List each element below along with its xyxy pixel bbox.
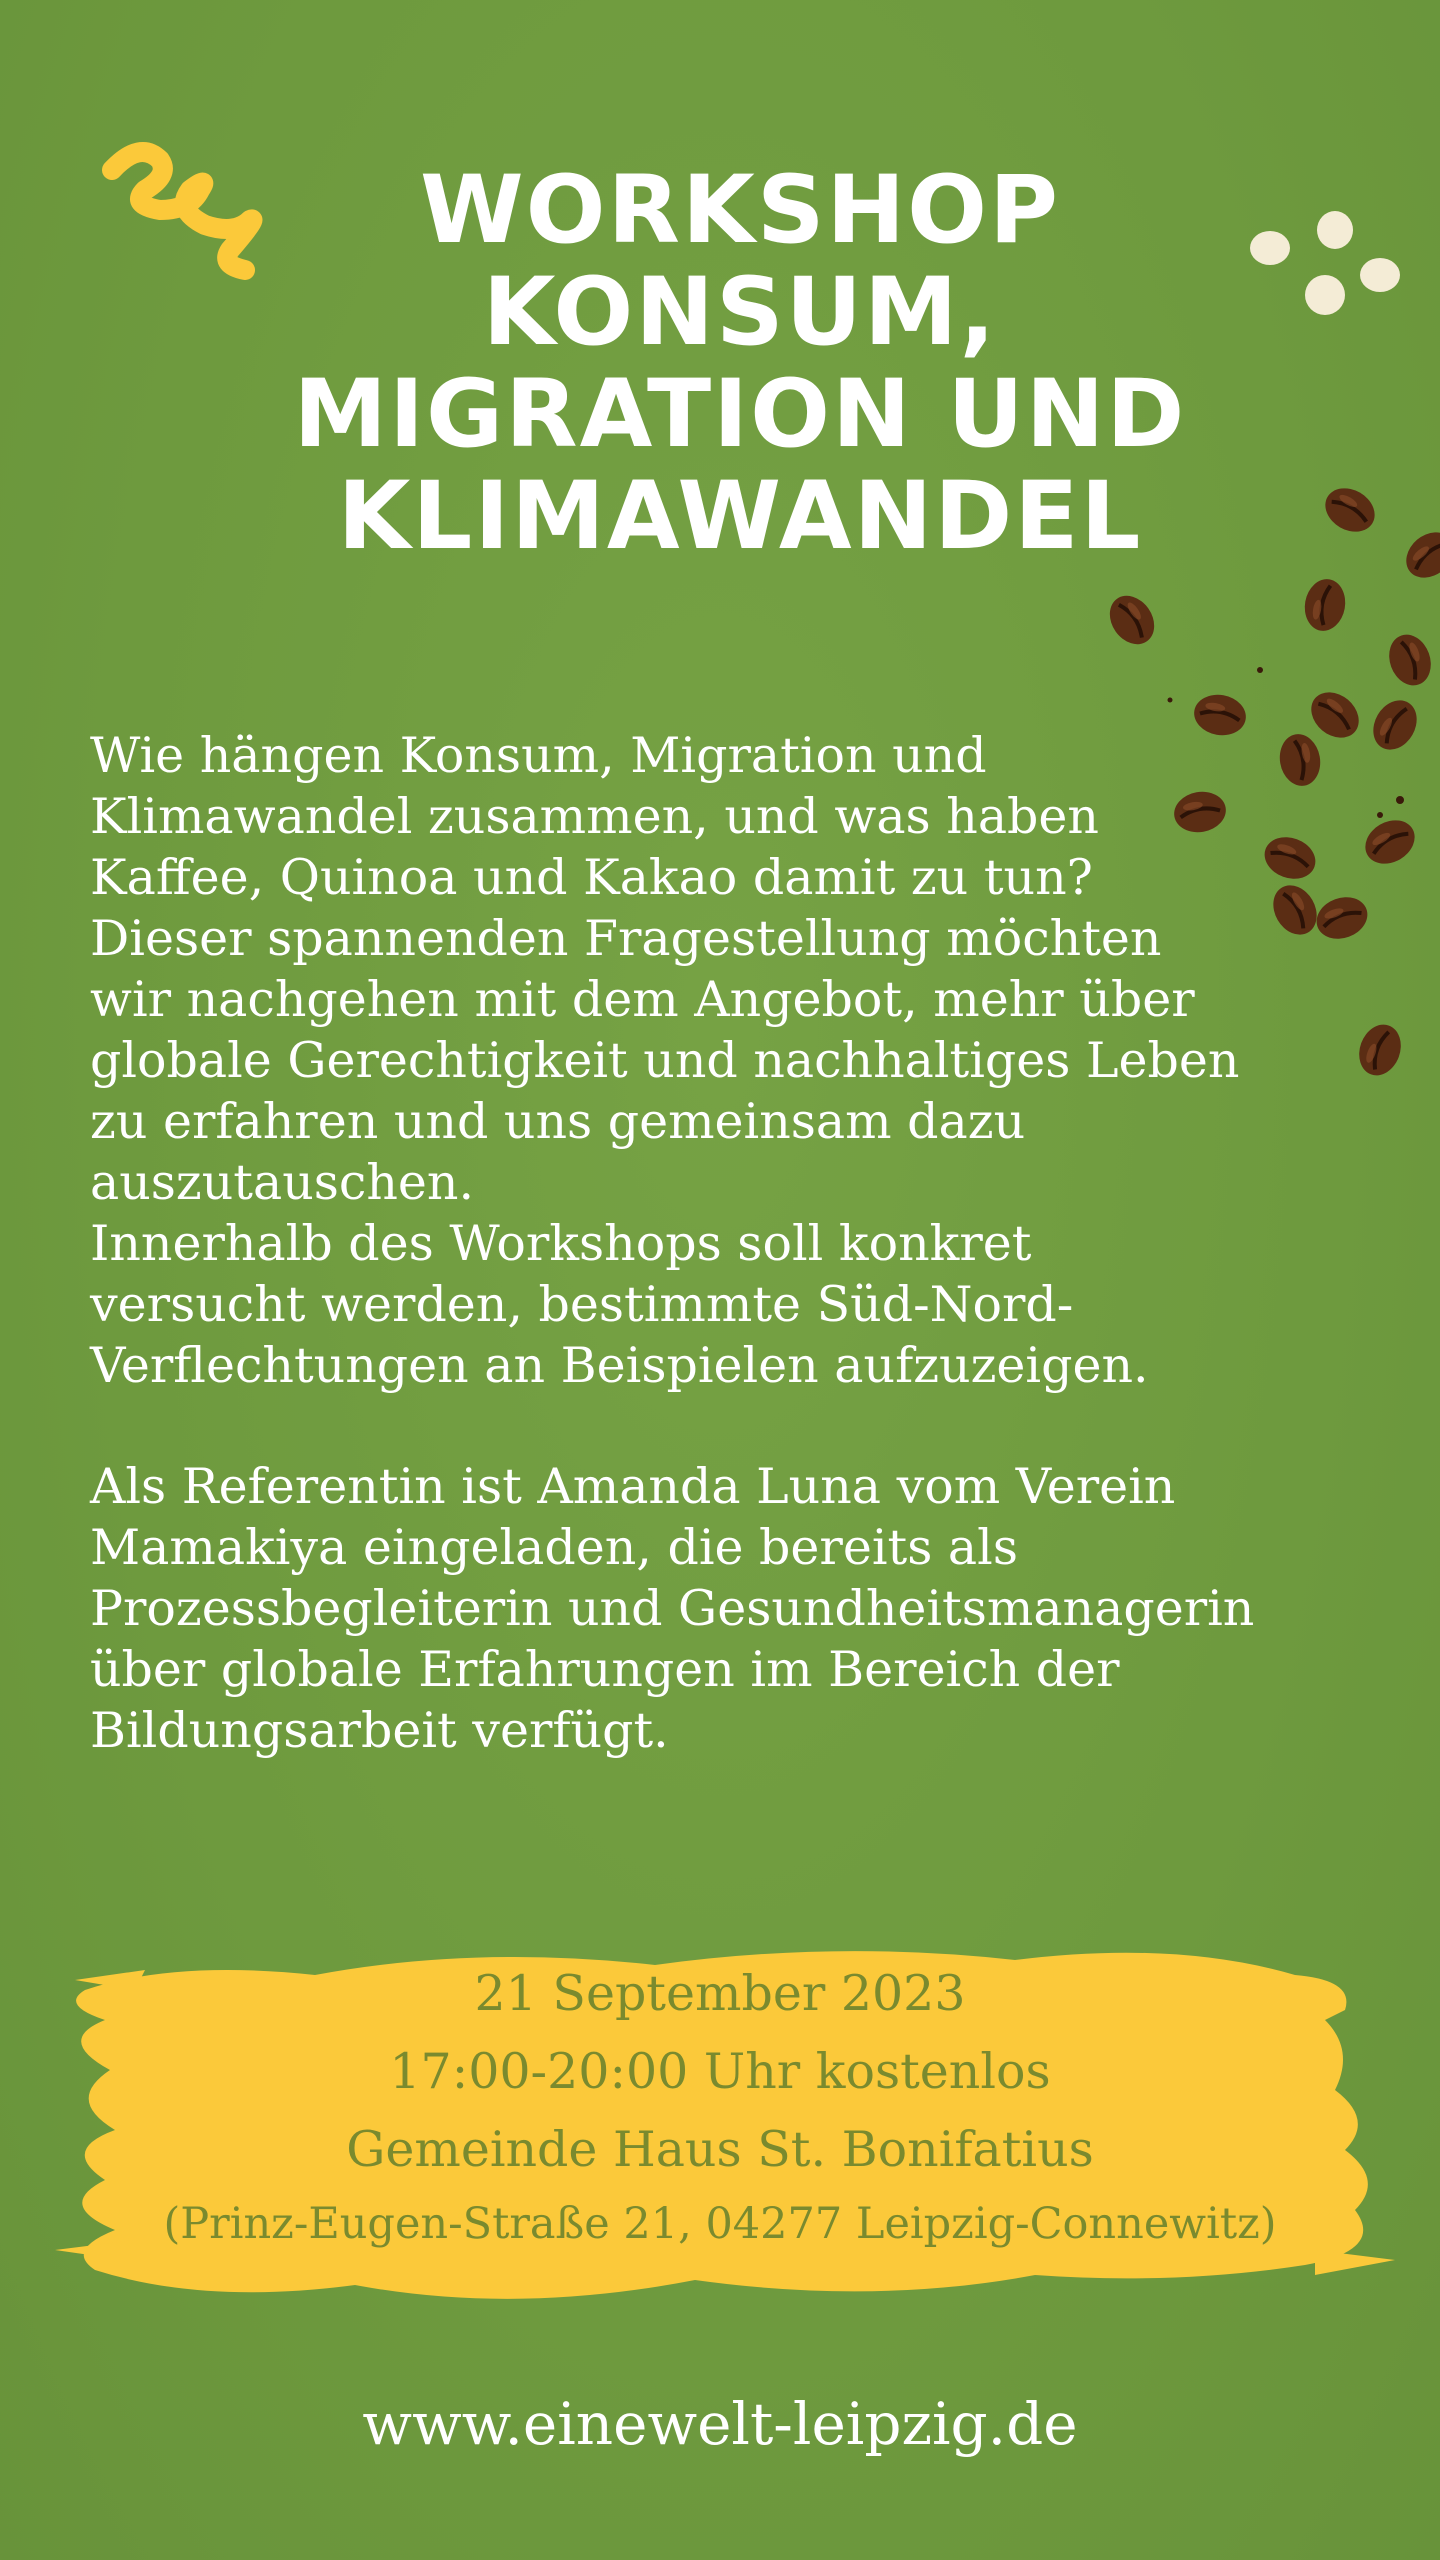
website-link[interactable]: www.einewelt-leipzig.de [362, 2390, 1078, 2458]
title-line: KLIMAWANDEL [337, 462, 1143, 571]
description-paragraph: Wie hängen Konsum, Migration und Klimawandel zusammen, und was haben Kaffee, Quinoa und Kakao damit zu tun? Dieser spannenden Fragestellung möchten wir nachgehen mit dem Angebot, mehr über globale Gerechtigkeit und nachhaltiges Leben zu erfahren und uns gemeinsam dazu auszutauschen. Innerhalb des Workshops soll konkret versucht werden, bestimmte Süd-Nord- Verflechtungen an Beispielen aufzuzeigen. [90, 727, 1240, 1394]
event-date: 21 September 2023 [474, 1965, 966, 2022]
event-address: (Prinz-Eugen-Straße 21, 04277 Leipzig-Connewitz) [163, 2199, 1277, 2249]
speaker-paragraph: Als Referentin ist Amanda Luna vom Verein Mamakiya eingeladen, die bereits als Prozessbegleiterin und Gesundheitsmanagerin über globale Erfahrungen im Bereich der Bildungsarbeit verfügt. [90, 1458, 1255, 1759]
event-time: 17:00-20:00 Uhr kostenlos [389, 2043, 1051, 2100]
workshop-title [150, 156, 1330, 571]
title-line: MIGRATION UND [293, 360, 1187, 469]
description [90, 725, 1330, 1761]
title-line: KONSUM, [482, 258, 998, 367]
title-line: WORKSHOP [420, 156, 1060, 265]
event-details [100, 1955, 1340, 2259]
event-venue: Gemeinde Haus St. Bonifatius [346, 2121, 1094, 2178]
